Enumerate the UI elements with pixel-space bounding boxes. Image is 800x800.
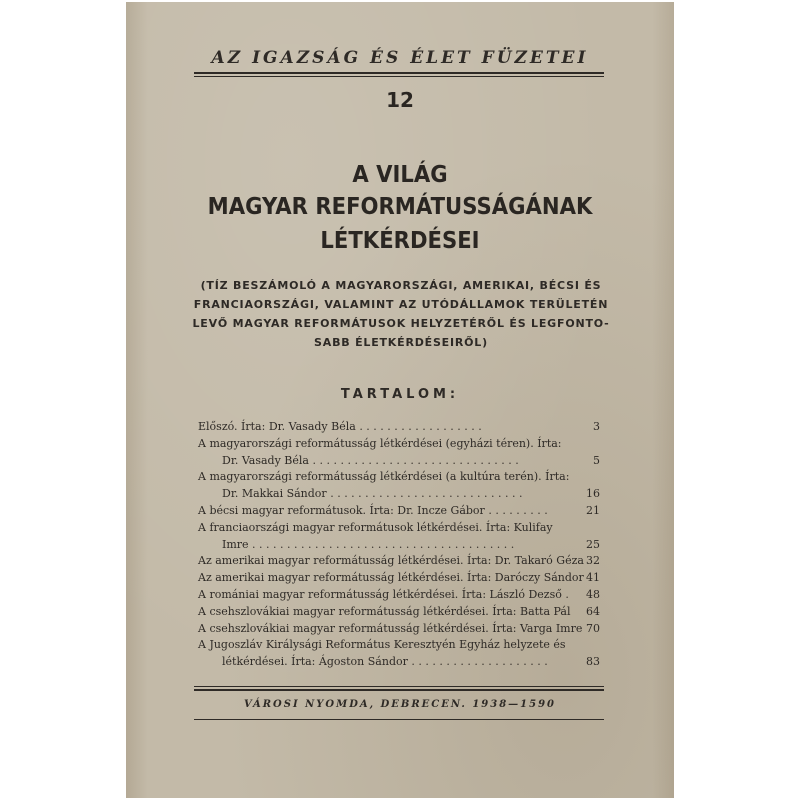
toc-entry (198, 570, 600, 587)
toc-entry (198, 453, 600, 470)
toc-entry (198, 553, 600, 570)
toc-page-number: 3 (593, 420, 600, 433)
series-title: AZ IGAZSÁG ÉS ÉLET FÜZETEI (211, 48, 589, 68)
toc-entry (198, 637, 594, 654)
toc-leader-dots: . . . . . . . . . . . . . . . . . . . . . . . . . . . . (330, 487, 523, 501)
toc-leader-dots: . . . . . . . . . (488, 503, 548, 517)
toc-leader-dots: . . . . . . . . . . . . . . . . . . . . (411, 655, 548, 669)
toc-page-number: 25 (586, 537, 600, 551)
toc-entry-text: A bécsi magyar reformátusok. Írta: Dr. Incze Gábor (198, 503, 485, 517)
divider-rule (194, 719, 604, 720)
toc-page-number: 16 (586, 487, 600, 501)
toc-entry (198, 537, 600, 554)
toc-entry (198, 436, 594, 453)
toc-page-number: 5 (593, 453, 600, 467)
title-line: A VILÁG (352, 162, 448, 188)
subtitle-line: FRANCIAORSZÁGI, VALAMINT AZ UTÓDÁLLAMOK TERÜLETÉN (193, 298, 609, 311)
toc-entry (198, 419, 600, 436)
subtitle-line: SABB ÉLETKÉRDÉSEIRŐL) (314, 336, 488, 349)
toc-entry (198, 587, 600, 604)
toc-page-number: 21 (586, 503, 600, 517)
toc-entry-text: A csehszlovákiai magyar reformátusság létkérdései. Írta: Varga Imre (198, 621, 583, 635)
toc-entry-text: A magyarországi reformátusság létkérdései (a kultúra terén). Írta: (198, 470, 570, 484)
title-line: MAGYAR REFORMÁTUSSÁGÁNAK (207, 194, 593, 220)
toc-heading: TARTALOM: (340, 387, 460, 402)
toc-page-number: 83 (586, 655, 600, 669)
toc-entry-text: A franciaországi magyar reformátusok létkérdései. Írta: Kulifay (198, 520, 553, 534)
table-of-contents (198, 419, 600, 671)
toc-entry (198, 621, 600, 638)
divider-rule (194, 76, 604, 77)
toc-entry-text: A romániai magyar reformátusság létkérdései. Írta: László Dezső (198, 587, 562, 601)
toc-entry-text: Imre (222, 537, 249, 551)
subtitle (186, 276, 616, 352)
toc-entry (198, 604, 600, 621)
toc-entry-text: Dr. Vasady Béla (222, 453, 309, 467)
issue-number: 12 (386, 88, 414, 112)
toc-entry-text: A Jugoszláv Királysági Református Keresztyén Egyház helyzete és (198, 638, 566, 652)
title-line: LÉTKÉRDÉSEI (320, 228, 480, 254)
toc-leader-dots: . . . . . . . . . . . . . . . . . . . . . . . . . . . . . . (312, 453, 519, 467)
toc-entry (198, 520, 594, 537)
toc-leader-dots: . . . . . . . . . . . . . . . . . . . . . . . . . . . . . . . . . . . . . . (252, 537, 515, 551)
subtitle-line: LEVŐ MAGYAR REFORMÁTUSOK HELYZETÉRŐL ÉS LEGFONTO- (192, 317, 610, 330)
toc-page-number: 32 (586, 554, 600, 568)
toc-entry-text: Előszó. Írta: Dr. Vasady Béla (198, 420, 356, 433)
toc-entry-text: A csehszlovákiai magyar reformátusság létkérdései. Írta: Batta Pál (198, 604, 571, 618)
toc-leader-dots: . . . . . . . . . . . . . . . . . . (359, 420, 482, 433)
divider-rule (194, 72, 604, 74)
toc-entry (198, 503, 600, 520)
printer-imprint: VÁROSI NYOMDA, DEBRECEN. 1938—1590 (244, 699, 556, 710)
toc-entry (198, 654, 600, 671)
divider-rule (194, 689, 604, 691)
divider-rule (194, 686, 604, 687)
toc-page-number: 64 (586, 604, 600, 618)
booklet-cover (126, 2, 674, 798)
toc-entry (198, 486, 600, 503)
toc-entry-text: létkérdései. Írta: Ágoston Sándor (222, 655, 408, 669)
toc-page-number: 48 (586, 587, 600, 601)
toc-entry-text: A magyarországi reformátusság létkérdései (egyházi téren). Írta: (198, 436, 562, 450)
toc-page-number: 70 (586, 621, 600, 635)
toc-entry-text: Dr. Makkai Sándor (222, 487, 327, 501)
toc-leader-dots: . (565, 587, 569, 601)
subtitle-line: (TÍZ BESZÁMOLÓ A MAGYARORSZÁGI, AMERIKAI, BÉCSI ÉS (200, 279, 602, 292)
toc-entry-text: Az amerikai magyar reformátusság létkérdései. Írta: Dr. Takaró Géza (198, 554, 584, 568)
toc-entry-text: Az amerikai magyar reformátusság létkérdései. Írta: Daróczy Sándor (198, 571, 584, 585)
toc-entry (198, 469, 594, 486)
toc-page-number: 41 (586, 571, 600, 585)
